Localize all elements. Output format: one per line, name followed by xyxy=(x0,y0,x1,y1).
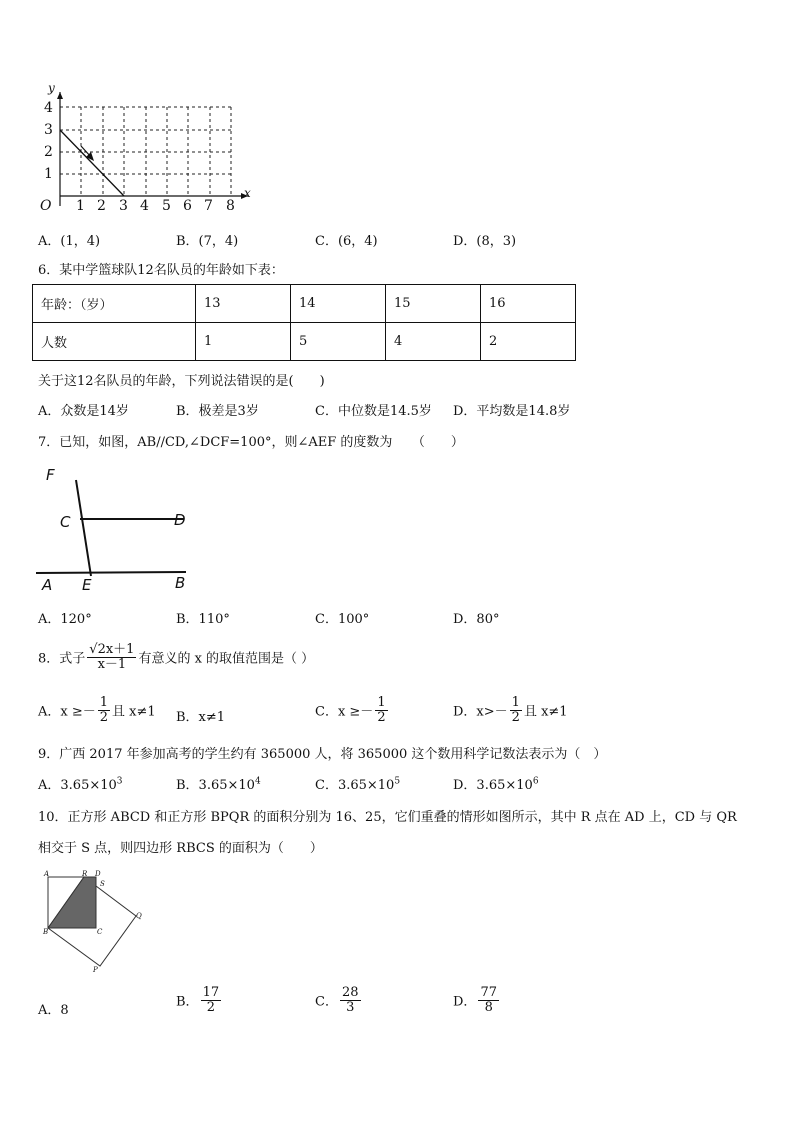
figure-label-a: A xyxy=(42,576,53,594)
q10-option-b[interactable] xyxy=(176,986,223,1014)
figure-label-b: B xyxy=(175,574,186,592)
fraction-denominator: 2 xyxy=(377,709,386,725)
fraction-denominator: 3 xyxy=(346,999,355,1015)
graph-x-tick: 4 xyxy=(140,198,149,214)
q9-option-b-exponent: 4 xyxy=(254,776,261,787)
q10-option-d[interactable] xyxy=(453,986,501,1014)
graph-y-tick: 1 xyxy=(44,166,53,182)
q8-suffix: 有意义的 x 的取值范围是（ ） xyxy=(138,651,315,667)
q10-option-c-fraction xyxy=(340,986,361,1014)
figure-label-a: A xyxy=(44,870,50,878)
table-cell: 13 xyxy=(196,285,291,323)
table-cell: 人数 xyxy=(33,323,196,361)
figure-label-p: P xyxy=(93,966,98,974)
squares-figure xyxy=(36,866,156,976)
q5-option-a[interactable]: A．(1，4) xyxy=(38,234,101,249)
q9-option-c[interactable] xyxy=(315,774,400,793)
graph-x-tick: 7 xyxy=(204,198,213,214)
q8-option-d-tail: 且 x≠1 xyxy=(523,704,568,720)
figure-label-d: D xyxy=(95,870,101,878)
graph-y-tick: 3 xyxy=(44,122,53,138)
figure-label-q: Q xyxy=(136,912,142,920)
figure-label-d: D xyxy=(174,511,186,529)
q10-stem-line2: 相交于 S 点，则四边形 RBCS 的面积为（ ） xyxy=(38,841,323,856)
q6-option-d[interactable]: D．平均数是14.8岁 xyxy=(453,404,571,419)
q8-option-a[interactable] xyxy=(38,696,156,724)
q9-option-c-exponent: 5 xyxy=(394,776,401,787)
fraction-numerator: 1 xyxy=(511,695,520,710)
q6-option-c[interactable]: C．中位数是14.5岁 xyxy=(315,404,432,419)
q10-option-b-text: B． xyxy=(176,994,199,1010)
q8-option-d[interactable] xyxy=(453,696,568,724)
q9-option-c-base: C．3.65×10 xyxy=(315,778,395,793)
q6-stem: 6．某中学篮球队12名队员的年龄如下表： xyxy=(38,263,284,278)
q7-option-c[interactable]: C．100° xyxy=(315,612,370,627)
table-cell: 1 xyxy=(196,323,291,361)
q9-option-a[interactable] xyxy=(38,774,123,793)
q5-option-b[interactable]: B．(7，4) xyxy=(176,234,239,249)
figure-label-f: F xyxy=(46,466,55,484)
q8-option-c[interactable] xyxy=(315,696,390,724)
q10-option-c[interactable] xyxy=(315,986,363,1014)
q8-option-c-text: C．x ≥－ xyxy=(315,704,374,720)
q10-option-d-fraction xyxy=(478,986,499,1014)
coordinate-grid-figure xyxy=(34,84,264,216)
q6-question: 关于这12名队员的年龄，下列说法错误的是( ) xyxy=(38,374,325,389)
q6-option-b[interactable]: B．极差是3岁 xyxy=(176,404,259,419)
q8-option-d-fraction xyxy=(510,696,522,724)
q8-numerator: √2x＋1 xyxy=(89,642,135,657)
graph-x-tick: 8 xyxy=(226,198,235,214)
table-cell: 年龄：（岁） xyxy=(33,285,196,323)
q7-option-b[interactable]: B．110° xyxy=(176,612,230,627)
q9-option-d-base: D．3.65×10 xyxy=(453,778,533,793)
figure-label-s: S xyxy=(100,880,105,888)
graph-y-tick: 4 xyxy=(44,100,53,116)
table-cell: 2 xyxy=(481,323,576,361)
q10-option-d-text: D． xyxy=(453,994,477,1010)
fraction-numerator: 28 xyxy=(341,985,359,1000)
q8-option-b[interactable]: B．x≠1 xyxy=(176,710,226,725)
table-cell: 5 xyxy=(291,323,386,361)
q10-option-a[interactable]: A．8 xyxy=(38,1003,69,1018)
q9-stem: 9．广西 2017 年参加高考的学生约有 365000 人，将 365000 这个数用科学记数法表示为（ ） xyxy=(38,747,607,762)
table-cell: 14 xyxy=(291,285,386,323)
figure-label-c: C xyxy=(60,513,71,531)
fraction-denominator: 8 xyxy=(484,999,493,1015)
table-row xyxy=(33,285,576,323)
q8-option-a-fraction xyxy=(98,696,110,724)
q10-option-b-fraction xyxy=(201,986,222,1014)
q7-option-a[interactable]: A．120° xyxy=(38,612,92,627)
q9-option-b-base: B．3.65×10 xyxy=(176,778,255,793)
graph-y-axis-label: y xyxy=(48,81,55,95)
q8-denominator: x－1 xyxy=(97,656,127,672)
graph-x-tick: 1 xyxy=(76,198,85,214)
q10-option-c-text: C． xyxy=(315,994,338,1010)
graph-x-tick: 3 xyxy=(119,198,128,214)
graph-x-axis-label: x xyxy=(244,186,251,200)
table-cell: 4 xyxy=(386,323,481,361)
graph-y-tick: 2 xyxy=(44,144,53,160)
graph-x-tick: 2 xyxy=(97,198,106,214)
fraction-denominator: 2 xyxy=(206,999,215,1015)
fraction-denominator: 2 xyxy=(99,709,109,725)
figure-label-b: B xyxy=(43,928,49,936)
q9-option-d[interactable] xyxy=(453,774,539,793)
q9-option-d-exponent: 6 xyxy=(532,776,539,787)
q8-fraction xyxy=(87,643,136,671)
q5-option-c[interactable]: C．(6，4) xyxy=(315,234,378,249)
fraction-numerator: 77 xyxy=(480,985,497,1000)
figure-label-e: E xyxy=(82,576,92,594)
fraction-numerator: 1 xyxy=(377,695,386,710)
table-row xyxy=(33,323,576,361)
q8-prefix: 8．式子 xyxy=(38,651,86,667)
fraction-numerator: 17 xyxy=(202,985,220,1000)
q8-option-a-text: A．x ≥－ xyxy=(38,704,96,720)
graph-x-tick: 6 xyxy=(183,198,192,214)
q9-option-a-base: A．3.65×10 xyxy=(38,778,117,793)
graph-origin-label: O xyxy=(40,198,52,214)
figure-label-r: R xyxy=(82,870,88,878)
q8-option-c-fraction xyxy=(375,696,387,724)
fraction-denominator: 2 xyxy=(511,709,520,725)
age-table xyxy=(32,284,576,361)
table-cell: 15 xyxy=(386,285,481,323)
q8-option-a-tail: 且 x≠1 xyxy=(112,704,156,720)
q7-stem: 7．已知，如图，AB//CD,∠DCF=100°，则∠AEF 的度数为 （ ） xyxy=(38,435,464,450)
q8-stem xyxy=(38,643,314,671)
graph-x-tick: 5 xyxy=(162,198,171,214)
q6-option-a[interactable]: A．众数是14岁 xyxy=(38,404,129,419)
q7-option-d[interactable]: D．80° xyxy=(453,612,500,627)
q9-option-b[interactable] xyxy=(176,774,261,793)
q10-stem-line1: 10．正方形 ABCD 和正方形 BPQR 的面积分别为 16、25，它们重叠的情形如图所示，其中 R 点在 AD 上，CD 与 QR xyxy=(38,810,737,825)
q9-option-a-exponent: 3 xyxy=(116,776,123,787)
q5-option-d[interactable]: D．(8，3) xyxy=(453,234,517,249)
fraction-numerator: 1 xyxy=(99,695,109,710)
figure-label-c: C xyxy=(97,928,103,936)
table-cell: 16 xyxy=(481,285,576,323)
q8-option-d-text: D．x>－ xyxy=(453,704,508,720)
